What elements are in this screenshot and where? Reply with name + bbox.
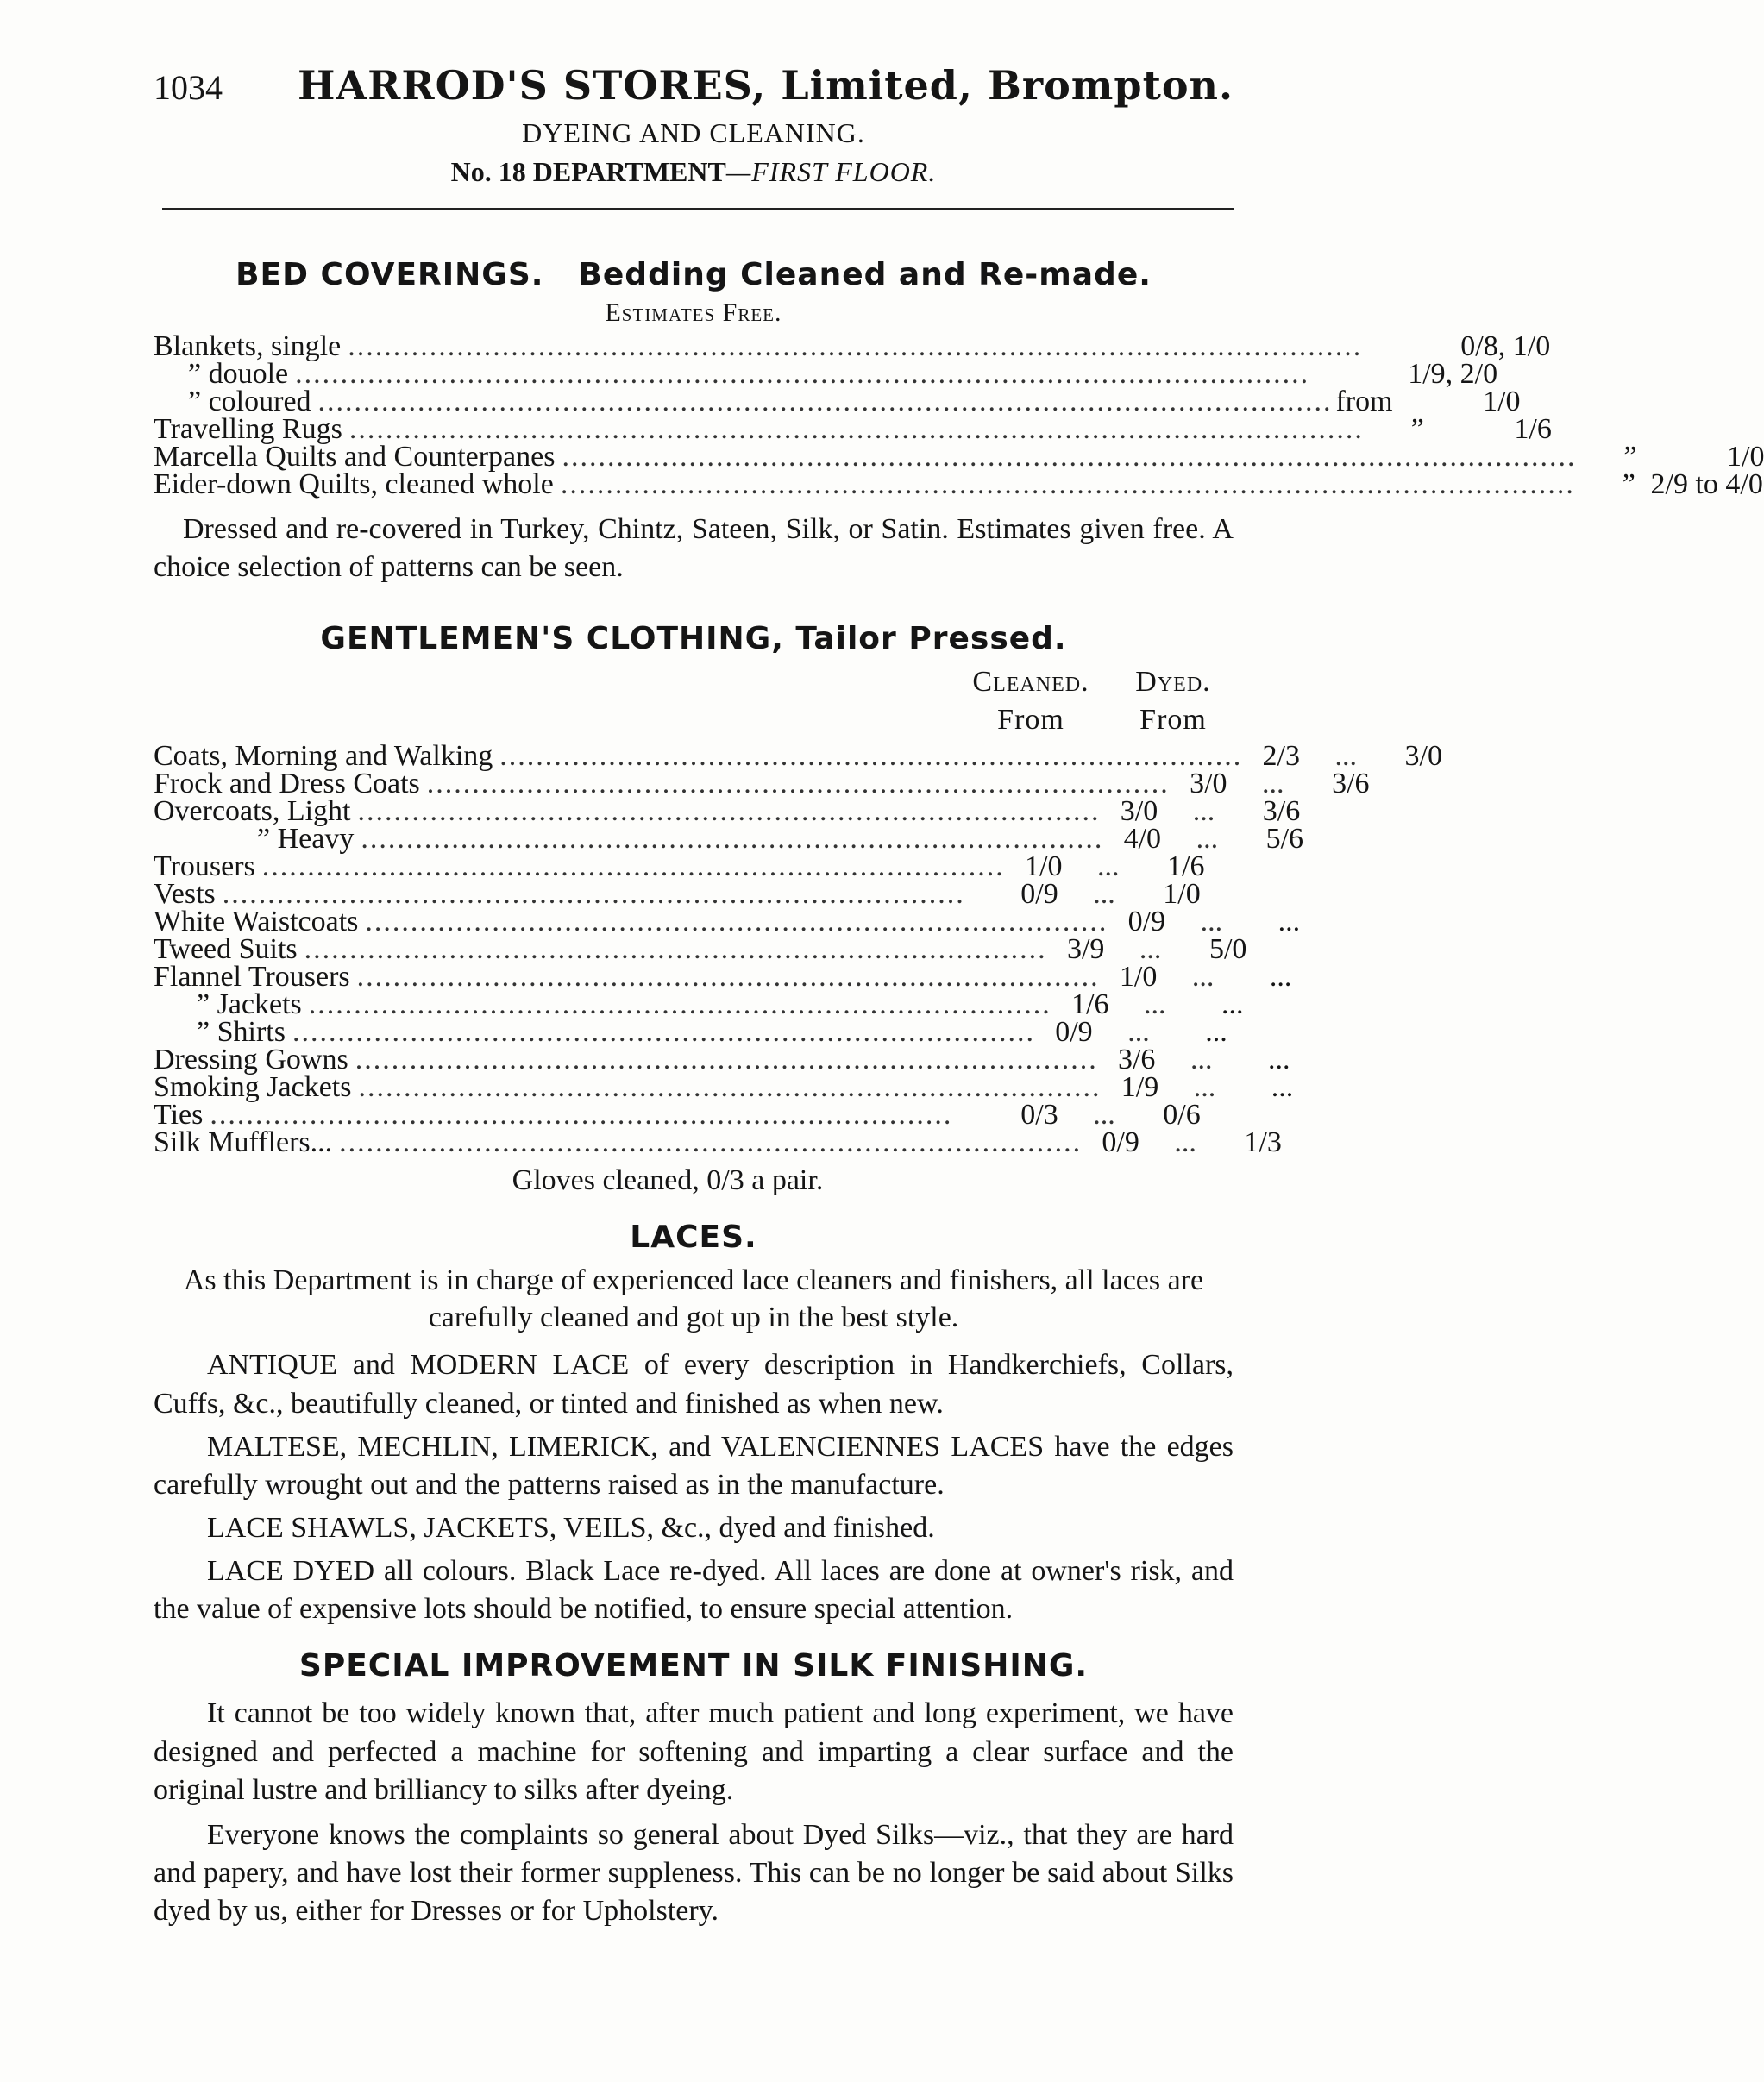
price-qualifier: from (1335, 385, 1393, 417)
col-dyed: Dyed. (1135, 665, 1211, 698)
table-row (154, 795, 1301, 828)
catalogue-page (154, 60, 1764, 1931)
gents-column-subheaders (154, 701, 1234, 739)
item-label: Smoking Jackets (154, 1071, 352, 1104)
list-item (154, 467, 1763, 500)
silk-heading: SPECIAL IMPROVEMENT IN SILK FINISHING. (298, 1647, 1089, 1684)
bed-price-list (154, 329, 1764, 500)
table-row (154, 1044, 1290, 1076)
leader-dots: .................................................................................. (499, 740, 1243, 773)
bed-heading-left: BED COVERINGS. (235, 256, 544, 292)
department-title: DYEING AND CLEANING. (522, 116, 865, 148)
table-row (154, 823, 1304, 856)
price-qualifier: ” (1623, 440, 1637, 473)
cleaned-price: 4/0 (1123, 823, 1162, 856)
col-cleaned-from: From (997, 704, 1064, 737)
department-number: No. 18 DEPARTMENT (450, 156, 726, 188)
item-label: White Waistcoats (154, 906, 359, 938)
gents-column-headers (154, 663, 1234, 701)
table-row (154, 1016, 1234, 1049)
laces-intro: As this Department is in charge of experienced lace cleaners and finishers, all laces are carefully cleaned and got up in the best style. (183, 1264, 1204, 1333)
list-item (154, 385, 1521, 417)
cleaned-price: 1/0 (1025, 850, 1063, 883)
table-row (154, 961, 1292, 994)
laces-paragraph-1: ANTIQUE and MODERN LACE of every description in Handkerchiefs, Collars, Cuffs, &c., beautifully cleaned, or tinted and finished as when new. (154, 1349, 1234, 1420)
price-value: 1/0 (1727, 440, 1764, 473)
price-value: 0/8, 1/0 (1460, 329, 1551, 362)
laces-paragraph-2: MALTESE, MECHLIN, LIMERICK, and VALENCIENNES LACES have the edges carefully wrought out and the patterns raised as in the manufacture. (154, 1430, 1234, 1501)
col-cleaned: Cleaned. (972, 665, 1089, 698)
leader-dots: .................................................................................. (365, 906, 1108, 938)
item-label: ” coloured (188, 385, 311, 417)
leader-dots: .................................................................................. (355, 1044, 1098, 1076)
item-label: Eider-down Quilts, cleaned whole (154, 467, 554, 500)
item-label: ” Shirts (197, 1016, 286, 1049)
dyed-price: 5/0 (1208, 933, 1247, 966)
leader-dots: ... (1127, 1016, 1150, 1049)
page-header (154, 60, 1234, 112)
table-row (154, 933, 1247, 966)
cleaned-price: 3/6 (1117, 1044, 1156, 1076)
item-label: Ties (154, 1099, 204, 1132)
list-item (154, 440, 1764, 473)
estimates-free: Estimates Free. (605, 298, 782, 327)
dyed-price: 3/6 (1332, 768, 1370, 800)
dyed-price: 1/3 (1244, 1126, 1282, 1159)
item-label: Blankets, single (154, 329, 342, 362)
cleaned-price: 3/0 (1120, 795, 1158, 828)
table-row (154, 906, 1301, 938)
silk-paragraph-2: Everyone knows the complaints so general about Dyed Silks—viz., that they are hard and papery, and have lost their former suppleness. This can be no longer be said about Silks dyed by us, either for Dresses or for Upholstery. (154, 1818, 1234, 1928)
item-label: ” Heavy (257, 823, 355, 856)
item-label: Silk Mufflers... (154, 1126, 333, 1159)
cleaned-price: 1/6 (1071, 988, 1109, 1021)
cleaned-price: 0/9 (1020, 878, 1058, 911)
list-item (154, 329, 1551, 362)
leader-dots: .................................................................................. (304, 933, 1047, 966)
bed-note: Dressed and re-covered in Turkey, Chintz, Sateen, Silk, or Satin. Estimates given free. A choice selection of patterns can be seen. (154, 512, 1234, 583)
table-row (154, 740, 1442, 773)
table-row (154, 1099, 1234, 1132)
table-row (154, 850, 1234, 883)
dyed-price: ... (1205, 1016, 1227, 1049)
laces-heading: LACES. (630, 1219, 757, 1255)
dyed-price: 1/0 (1163, 878, 1201, 911)
item-label: Travelling Rugs (154, 412, 342, 445)
cleaned-price: 0/9 (1055, 1016, 1093, 1049)
list-item (154, 357, 1498, 390)
dyed-price: ... (1267, 1044, 1290, 1076)
leader-dots: ... (1262, 768, 1284, 800)
item-label: ” douole (188, 357, 289, 390)
silk-paragraph-1: It cannot be too widely known that, after much patient and long experiment, we have designed and perfected a machine for softening and imparting a clear surface and the original lustre and brilliancy to silks after dyeing. (154, 1697, 1234, 1806)
leader-dots: ... (1139, 933, 1162, 966)
leader-dots: .................................................................................. (339, 1126, 1083, 1159)
leader-dots: ... (1192, 795, 1215, 828)
dyed-price: ... (1271, 1071, 1294, 1104)
table-row (154, 878, 1234, 911)
leader-dots: .................................................................................. (292, 1016, 1035, 1049)
firm-name: HARROD'S STORES, Limited, Brompton. (297, 62, 1234, 109)
leader-dots: ................................................................................................................ (562, 440, 1577, 473)
department-floor: —FIRST FLOOR. (725, 156, 937, 188)
leader-dots: ... (1093, 1099, 1115, 1132)
col-dyed-from: From (1139, 704, 1207, 737)
leader-dots: ... (1193, 1071, 1216, 1104)
laces-paragraph-4: LACE DYED all colours. Black Lace re-dyed. All laces are done at owner's risk, and the value of expensive lots should be notified, to ensure special attention. (154, 1555, 1234, 1626)
laces-paragraph-3: LACE SHAWLS, JACKETS, VEILS, &c., dyed and finished. (207, 1512, 935, 1545)
leader-dots: ... (1174, 1126, 1196, 1159)
header-rule (162, 208, 1234, 210)
leader-dots: .................................................................................. (358, 1071, 1102, 1104)
item-label: Flannel Trousers (154, 961, 350, 994)
item-label: Marcella Quilts and Counterpanes (154, 440, 556, 473)
cleaned-price: 1/9 (1121, 1071, 1159, 1104)
dyed-price: 1/6 (1167, 850, 1205, 883)
leader-dots: ... (1200, 906, 1223, 938)
item-label: Trousers (154, 850, 255, 883)
price-value: 2/9 to 4/0 (1650, 467, 1763, 500)
dyed-price: 3/0 (1404, 740, 1442, 773)
leader-dots: ... (1191, 961, 1215, 994)
cleaned-price: 0/3 (1020, 1099, 1058, 1132)
bed-heading-right: Bedding Cleaned and Re-made. (578, 256, 1152, 292)
leader-dots: ... (1334, 740, 1358, 773)
price-value: 1/9, 2/0 (1408, 357, 1498, 390)
department-line (154, 154, 1234, 191)
leader-dots: ... (1190, 1044, 1213, 1076)
table-row (154, 1071, 1294, 1104)
gents-heading: GENTLEMEN'S CLOTHING, Tailor Pressed. (320, 621, 1067, 657)
leader-dots: ................................................................................................................ (560, 467, 1575, 500)
item-label: Coats, Morning and Walking (154, 740, 493, 773)
table-row (154, 988, 1244, 1021)
page-number: 1034 (154, 68, 223, 107)
list-item (154, 412, 1552, 445)
gloves-note: Gloves cleaned, 0/3 a pair. (512, 1164, 824, 1197)
cleaned-price: 2/3 (1262, 740, 1300, 773)
cleaned-price: 0/9 (1127, 906, 1166, 938)
leader-dots: ................................................................................................................ (348, 412, 1364, 445)
leader-dots: .................................................................................. (261, 850, 1005, 883)
item-label: Frock and Dress Coats (154, 768, 420, 800)
leader-dots: ................................................................................................................ (317, 385, 1333, 417)
leader-dots: .................................................................................. (357, 795, 1101, 828)
leader-dots: ................................................................................................................ (348, 329, 1363, 362)
table-row (154, 768, 1370, 800)
cleaned-price: 1/0 (1119, 961, 1158, 994)
leader-dots: ... (1196, 823, 1219, 856)
cleaned-price: 3/0 (1190, 768, 1227, 800)
price-value: 1/6 (1514, 412, 1552, 445)
item-label: Tweed Suits (154, 933, 298, 966)
item-label: Overcoats, Light (154, 795, 351, 828)
leader-dots: ... (1093, 878, 1115, 911)
dyed-price: 0/6 (1163, 1099, 1201, 1132)
item-label: Vests (154, 878, 216, 911)
leader-dots: ... (1144, 988, 1166, 1021)
item-label: Dressing Gowns (154, 1044, 348, 1076)
dyed-price: ... (1221, 988, 1244, 1021)
leader-dots: .................................................................................. (308, 988, 1051, 1021)
leader-dots: .................................................................................. (361, 823, 1104, 856)
dyed-price: ... (1277, 906, 1301, 938)
leader-dots: ................................................................................................................ (295, 357, 1310, 390)
item-label: ” Jackets (197, 988, 302, 1021)
price-qualifier: ” (1622, 467, 1635, 500)
leader-dots: ... (1097, 850, 1120, 883)
dyed-price: ... (1269, 961, 1292, 994)
leader-dots: .................................................................................. (356, 961, 1100, 994)
table-row (154, 1126, 1282, 1159)
cleaned-price: 0/9 (1102, 1126, 1139, 1159)
price-value: 1/0 (1483, 385, 1521, 417)
leader-dots: .................................................................................. (222, 878, 965, 911)
bed-heading (154, 255, 1234, 296)
cleaned-price: 3/9 (1066, 933, 1105, 966)
price-qualifier: ” (1410, 412, 1424, 445)
leader-dots: .................................................................................. (426, 768, 1170, 800)
gents-price-table (154, 740, 1442, 1159)
leader-dots: .................................................................................. (210, 1099, 953, 1132)
dyed-price: 3/6 (1262, 795, 1301, 828)
dyed-price: 5/6 (1265, 823, 1304, 856)
